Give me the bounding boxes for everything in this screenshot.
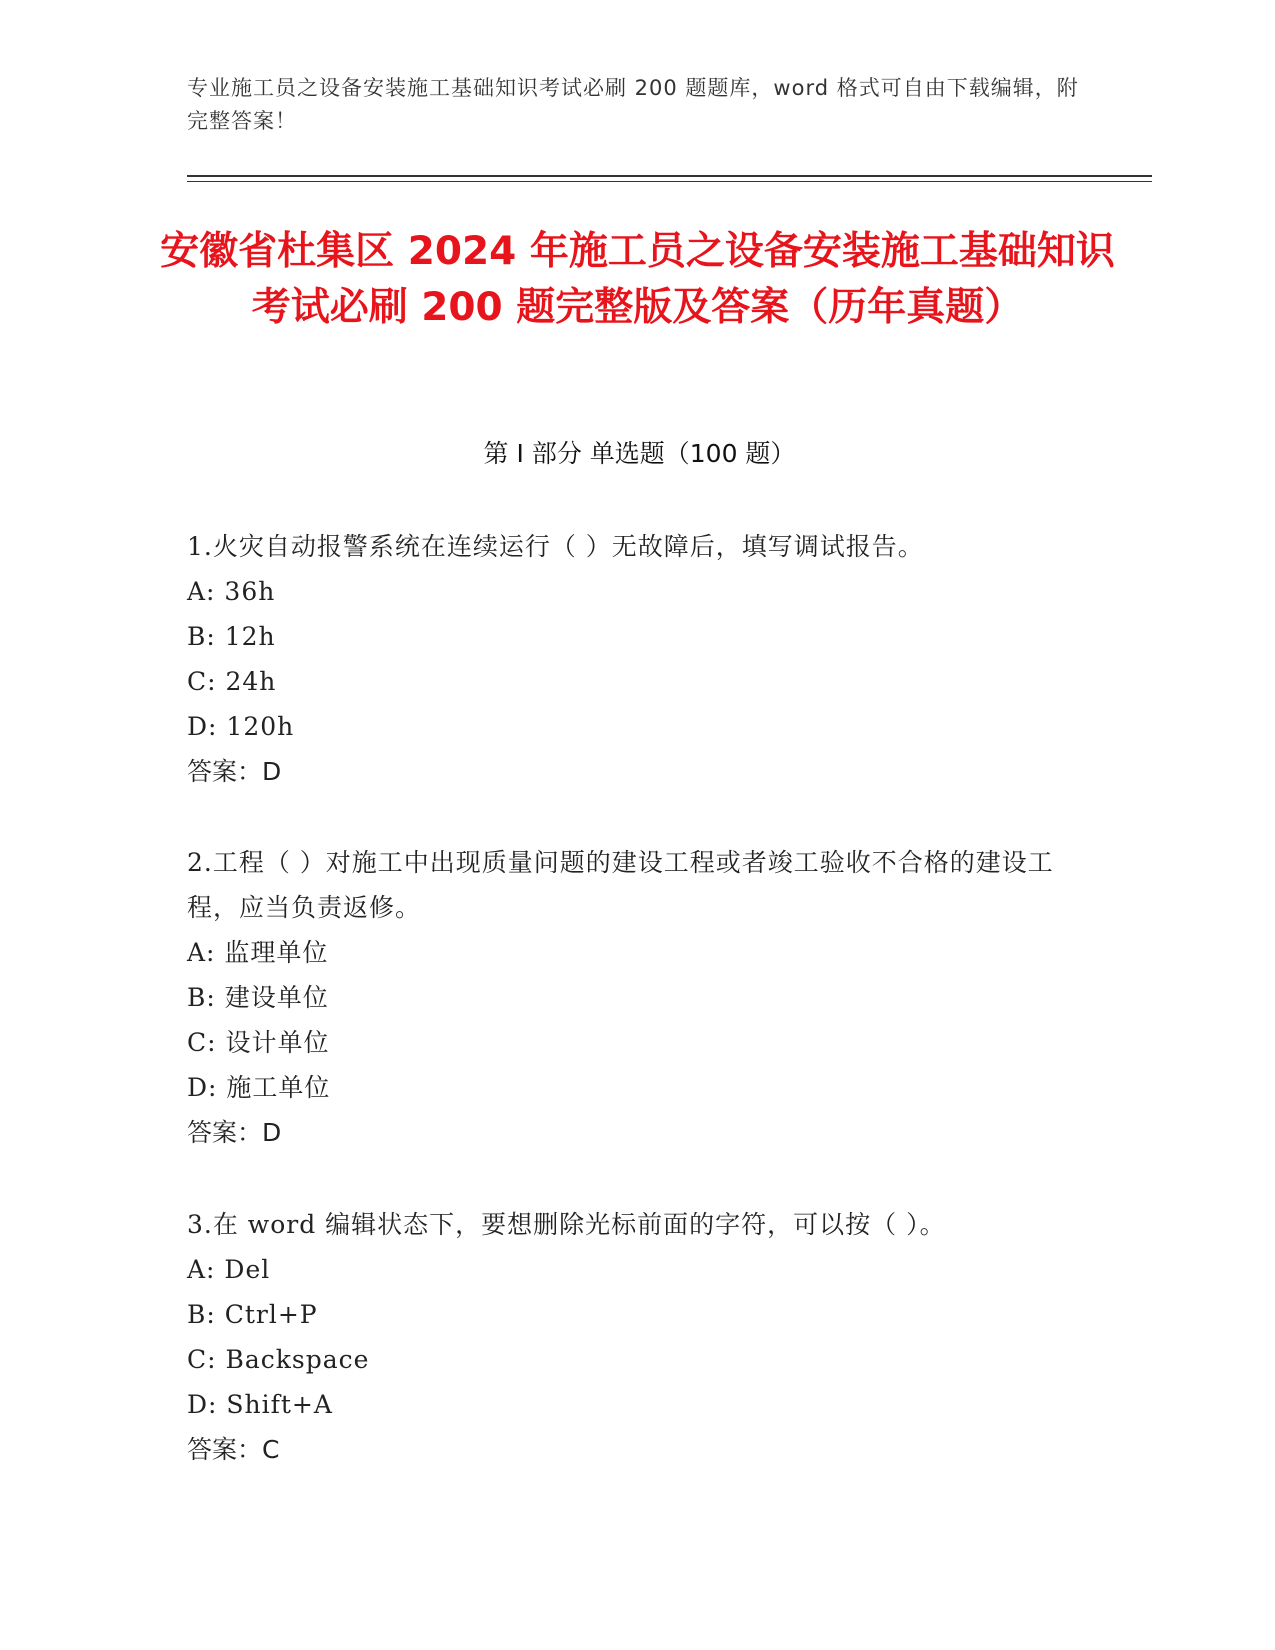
header-note: 专业施工员之设备安装施工基础知识考试必刷 200 题题库，word 格式可自由下载编辑，附完整答案！ [187, 76, 1079, 133]
question-stem: 3.在 word 编辑状态下，要想删除光标前面的字符，可以按（ ）。 [187, 1210, 946, 1239]
option-a: A: Del [187, 1255, 271, 1284]
option-b: B: 12h [187, 622, 276, 651]
question-stem: 2.工程（ ）对施工中出现质量问题的建设工程或者竣工验收不合格的建设工程，应当负责返修。 [187, 848, 1054, 922]
header-rule-thick [187, 175, 1152, 177]
option-d: D: 120h [187, 712, 295, 741]
question-stem: 1.火灾自动报警系统在连续运行（ ）无故障后，填写调试报告。 [187, 532, 924, 561]
question-1 [187, 524, 1087, 794]
question-3 [187, 1202, 1087, 1472]
header-rule-thin [187, 181, 1152, 182]
option-a: A: 监理单位 [187, 938, 329, 967]
option-c: C: 设计单位 [187, 1028, 330, 1057]
answer: 答案：D [187, 1118, 282, 1147]
section-title: 第 I 部分 单选题（100 题） [483, 439, 796, 468]
option-d: D: 施工单位 [187, 1073, 331, 1102]
option-b: B: 建设单位 [187, 983, 329, 1012]
option-c: C: Backspace [187, 1345, 370, 1374]
question-2 [187, 840, 1087, 1155]
document-title: 安徽省杜集区 2024 年施工员之设备安装施工基础知识考试必刷 200 题完整版及答案（历年真题） [160, 229, 1115, 330]
answer: 答案：C [187, 1435, 280, 1464]
option-d: D: Shift+A [187, 1390, 333, 1419]
answer: 答案：D [187, 757, 282, 786]
option-c: C: 24h [187, 667, 277, 696]
option-b: B: Ctrl+P [187, 1300, 318, 1329]
option-a: A: 36h [187, 577, 276, 606]
